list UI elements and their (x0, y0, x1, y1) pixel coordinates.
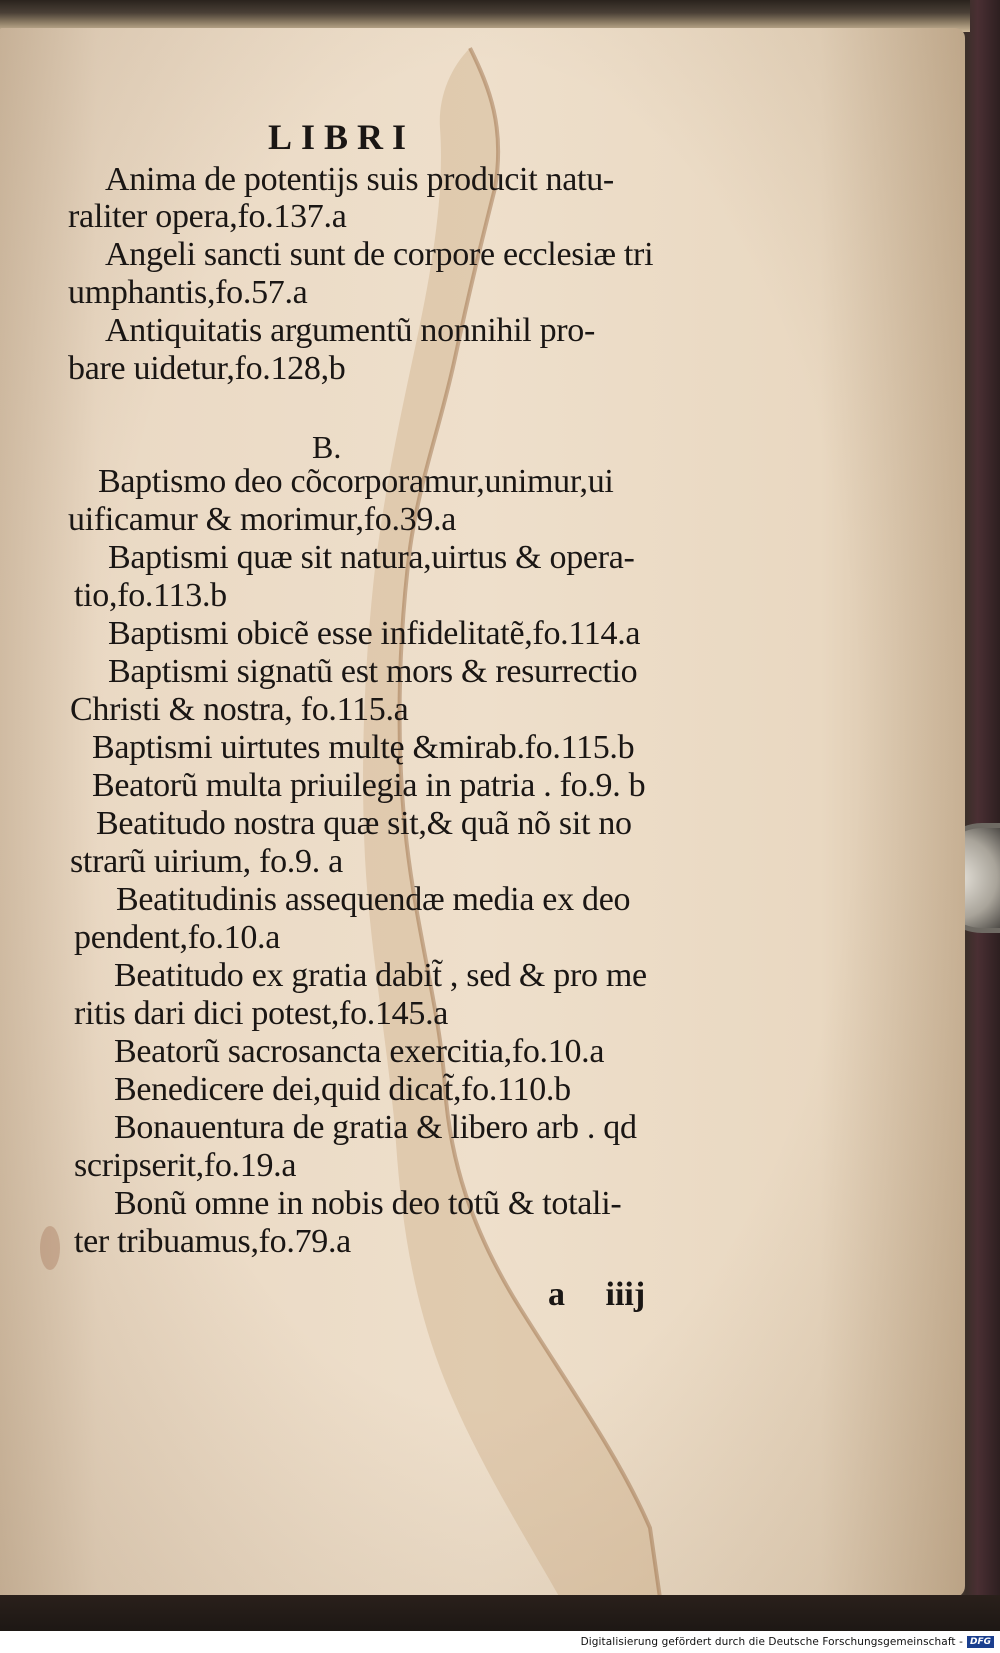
index-entry-continuation: scripserit,fo.19.a (74, 1147, 297, 1184)
book-page (0, 28, 965, 1598)
signature-mark (548, 1276, 645, 1314)
index-entry: Bonauentura de gratia & libero arb . qd (114, 1109, 637, 1146)
index-entry: Baptismi uirtutes multę &mirab.fo.115.b (92, 729, 635, 766)
credit-bar (0, 1631, 1000, 1653)
index-entry: Baptismi obicẽ esse infidelitatẽ,fo.114.a (108, 615, 641, 652)
index-entry-continuation: tio,fo.113.b (74, 577, 227, 614)
index-entry-continuation: strarũ uirium, fo.9. a (70, 843, 343, 880)
index-page (0, 28, 965, 1598)
index-entry-continuation: raliter opera,fo.137.a (68, 198, 347, 235)
signature-letter: a (548, 1276, 565, 1313)
index-entry: Beatorũ multa priuilegia in patria . fo.9. b (92, 767, 646, 804)
index-entry-continuation: ritis dari dici potest,fo.145.a (74, 995, 449, 1032)
index-entry: Beatitudo nostra quæ sit,& quã nõ sit no (96, 805, 632, 842)
index-entry-continuation: ter tribuamus,fo.79.a (74, 1223, 351, 1260)
index-entry: Baptismi quæ sit natura,uirtus & opera- (108, 539, 635, 576)
index-entry-continuation: Christi & nostra, fo.115.a (70, 691, 409, 728)
index-entry: Beatorũ sacrosancta exercitia,fo.10.a (114, 1033, 605, 1070)
index-entry-continuation: bare uidetur,fo.128,b (68, 350, 346, 387)
signature-number: iiij (605, 1276, 646, 1313)
index-entry: Baptismi signatũ est mors & resurrectio (108, 653, 638, 690)
index-entry-continuation: umphantis,fo.57.a (68, 274, 308, 311)
index-entry: Baptismo deo cõcorporamur,unimur,ui (98, 463, 614, 500)
index-entry: Benedicere dei,quid dicat̃,fo.110.b (114, 1071, 571, 1108)
section-letter-heading: B. (312, 429, 342, 465)
index-entry: Bonũ omne in nobis deo totũ & totali- (114, 1185, 622, 1222)
index-entry-continuation: pendent,fo.10.a (74, 919, 281, 956)
index-entry: Anima de potentijs suis producit natu- (105, 161, 614, 198)
index-entry: Antiquitatis argumentũ nonnihil pro- (105, 312, 596, 349)
running-head: LIBRI (268, 117, 416, 157)
index-entry: Angeli sancti sunt de corpore ecclesiæ tri (105, 236, 654, 273)
index-entry-continuation: uificamur & morimur,fo.39.a (68, 501, 457, 538)
dfg-logo: DFG (967, 1636, 994, 1648)
index-entry: Beatitudo ex gratia dabit̃ , sed & pro me (114, 957, 647, 994)
funding-credit: Digitalisierung gefördert durch die Deutsche Forschungsgemeinschaft - (580, 1636, 963, 1648)
index-entry: Beatitudinis assequendæ media ex deo (116, 881, 631, 918)
